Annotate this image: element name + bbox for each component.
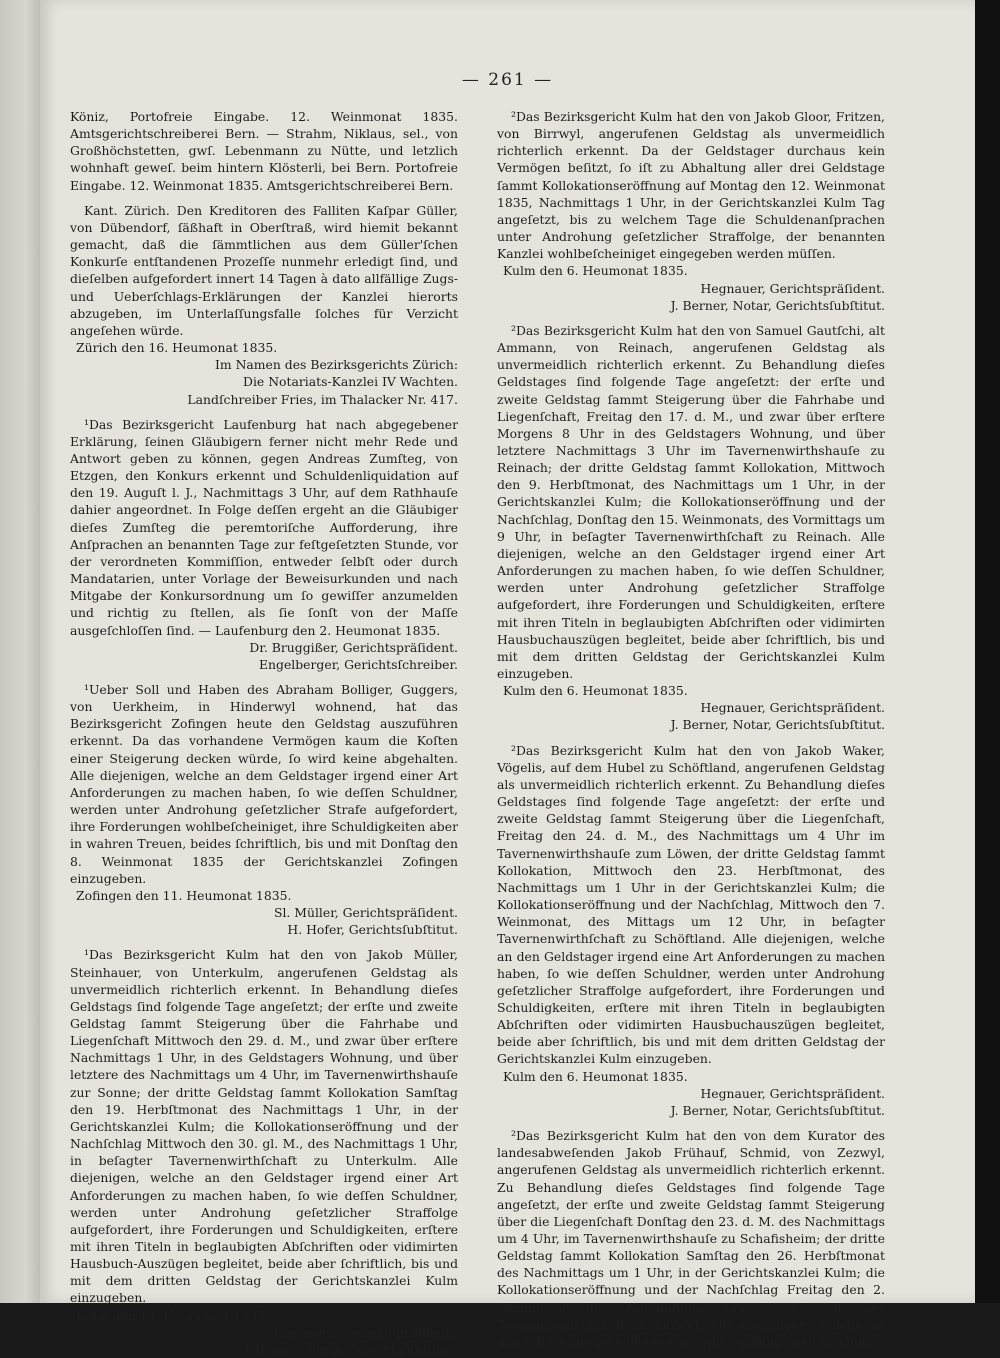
- left-column: [70, 108, 458, 1358]
- signature-line: Hegnauer, Gerichtspräſident.: [700, 1085, 885, 1101]
- place-date-line: Kulm den 6. Heumonat 1835.: [503, 683, 688, 699]
- signature-line: J. Berner, Notar, Gerichtsſubſtitut.: [670, 297, 885, 313]
- notice-paragraph: Köniz, Portofreie Eingabe. 12. Weinmonat 1835. Amtsgerichtschreiberei Bern. — Strahm, Niklaus, sel., von Großhöchstetten, gwſ. Lebenmann zu Nütte, und letzlich wohnhaft geweſ. beim hintern Klösterli, bei Bern. Portofreie Eingabe. 12. Weinmonat 1835. Amtsgerichtschreiberei Bern.: [70, 109, 458, 193]
- notice-paragraph: ²Das Bezirksgericht Kulm hat den von dem Kurator des landesabweſenden Jakob Frühauf, Schmid, von Zezwyl, angerufenen Geldstag als unvermeidlich richterlich erkennt. Zu Behandlung dieſes Geldstages ſind folgende Tage angeſetzt, der erſte und zweite Geldstag ſammt Steigerung über die Liegenſchaft Donſtag den 23. d. M. des Nachmittags um 4 Uhr, im Tavernenwirthshauſe zu Schafisheim; der dritte Geldstag ſammt Kollokation Samſtag den 26. Herbſtmonat des Nachmittags um 1 Uhr, in der Gerichtskanzlei Kulm; die Kollokationseröffnung und der Nachſchlag Freitag den 2. Weinmonat des Nachmittags um 1 Uhr in der Tavernenwirthſchaft zu Zezwyl. Alle diejenigen, welche an den Geldstager irgend einer Art Anforderungen zu machen: [497, 1128, 885, 1349]
- signature-line: J. Berner, Notar, Gerichtsſubſtitut.: [243, 1341, 458, 1357]
- signature-line: Engelberger, Gerichtsſchreiber.: [258, 656, 458, 672]
- paragraph-gap: [497, 314, 885, 322]
- notice-paragraph: ²Das Bezirksgericht Kulm hat den von Samuel Gautſchi, alt Ammann, von Reinach, angerufenen Geldstag als unvermeidlich richterlich erkennt. Zu Behandlung dieſes Geldstages ſind folgende Tage angeſetzt: der erſte und zweite Geldstag ſammt Steigerung über die Fahrhabe und Liegenſchaft, Freitag den 17. d. M., und zwar über erſtere Morgens 8 Uhr in des Geldstagers Wohnung, und über letztere Nachmittags 3 Uhr im Tavernenwirthshauſe zu Reinach; der dritte Geldstag ſammt Kollokation, Mittwoch den 9. Herbſtmonat, des Nachmittags um 1 Uhr, in der Gerichtskanzlei Kulm; die Kollokationseröffnung und der Nachſchlag, Donſtag den 15. Weinmonats, des Vormittags um 9 Uhr, in beſagter Tavernenwirthſchaft zu Reinach. Alle diejenigen, welche an den Geldstager irgend einer Art Anforderungen zu machen haben, ſo wie deſſen Schuldner, werden unter Androhung geſetzlicher Straffolge aufgefordert, ihre Forderungen und Schuldigkeiten, erſtere mit ihren Titeln in beglaubigten Abſchriften oder vidimirten Hausbuchauszügen begleitet, beide aber ſchriftlich, bis und mit dem dritten Geldstag der Gerichtskanzlei Kulm einzugeben.: [497, 322, 885, 681]
- signature-line: Die Notariats-Kanzlei IV Wachten.: [243, 374, 458, 390]
- scan-binding-edge: [0, 0, 42, 1303]
- signature-line: Hegnauer, Gerichtspräſident.: [700, 280, 885, 296]
- paragraph-gap: [70, 194, 458, 202]
- notice-paragraph: Kant. Zürich. Den Kreditoren des Falliten Kaſpar Güller, von Dübendorf, ſäßhaft in Oberſtraß, wird hiemit bekannt gemacht, daß die ſämmtlichen aus dem Güller'ſchen Konkurſe entſtandenen Prozeſſe nunmehr erledigt ſind, und dieſelben aufgefordert innert 14 Tagen à dato allfällige Zugs- und Ueberſchlags-Erklärungen der Kanzlei hierorts abzugeben, im Unterlaſſungsfalle ſolches für Verzicht angeſehen würde.: [70, 202, 458, 338]
- paragraph-gap: [70, 673, 458, 681]
- signature-line: Im Namen des Bezirksgerichts Zürich:: [214, 357, 458, 373]
- place-date-line: Kulm den 13. Heumonat 1835.: [76, 1307, 269, 1323]
- paragraph-gap: [497, 1119, 885, 1127]
- signature-line: Hegnauer, Gerichtspräſident.: [273, 1324, 458, 1340]
- notice-paragraph: ²Das Bezirksgericht Kulm hat den von Jakob Gloor, Fritzen, von Birrwyl, angerufenen Geldstag als unvermeidlich richterlich erkennt. Da der Geldstager durchaus kein Vermögen beſitzt, ſo iſt zu Abhaltung aller drei Geldstage ſammt Kollokationseröffnung auf Montag den 12. Weinmonat 1835, Nachmittags 1 Uhr, in der Gerichtskanzlei Kulm Tag angeſetzt, bis zu welchem Tage die Schuldenanſprachen unter Androhung geſetzlicher Straffolge, der benannten Kanzlei wohlbeſcheiniget eingegeben werden müſſen.: [497, 109, 885, 262]
- page-number: — 261 —: [461, 70, 554, 90]
- signature-line: Sl. Müller, Gerichtspräſident.: [273, 905, 458, 921]
- place-date-line: Zofingen den 11. Heumonat 1835.: [76, 887, 292, 903]
- place-date-line: Kulm den 6. Heumonat 1835.: [503, 1068, 688, 1084]
- signature-line: J. Berner, Notar, Gerichtsſubſtitut.: [670, 1102, 885, 1118]
- notice-paragraph: ¹Das Bezirksgericht Kulm hat den von Jakob Müller, Steinhauer, von Unterkulm, angerufenen Geldstag als unvermeidlich richterlich erkennt. In Behandlung dieſes Geldstags ſind folgende Tage angeſetzt; der erſte und zweite Geldstag ſammt Steigerung über die Fahrhabe und Liegenſchaft Mittwoch den 29. d. M., und zwar über erſtere Nachmittags 1 Uhr, in des Geldstagers Wohnung, und über letztere des Nachmittags um 4 Uhr, im Tavernenwirthshauſe zur Sonne; der dritte Geldstag ſammt Kollokation Samſtag den 19. Herbſtmonat des Nachmittags 1 Uhr, in der Gerichtskanzlei Kulm; die Kollokationseröffnung und der Nachſchlag Mittwoch den 30. gl. M., des Nachmittags 1 Uhr, in beſagter Tavernenwirthſchaft zu Unterkulm. Alle diejenigen, welche an den Geldstager irgend einer Art Anforderungen zu machen haben, ſo wie deſſen Schuldner, werden unter Androhung geſetzlicher Straffolge aufgefordert, ihre Forderungen und Schuldigkeiten, erſtere mit ihren Titeln in beglaubigten Abſchriften oder vidimirten Hausbuch-Auszügen begleitet, beide aber ſchriftlich, bis und mit dem dritten Geldstag der Gerichtskanzlei Kulm einzugeben.: [70, 947, 458, 1306]
- place-date-line: Kulm den 6. Heumonat 1835.: [503, 263, 688, 279]
- paragraph-gap: [70, 408, 458, 416]
- notice-paragraph: ¹Ueber Soll und Haben des Abraham Bolliger, Guggers, von Uerkheim, in Hinderwyl wohnend, hat das Bezirksgericht Zofingen heute den Geldstag auszuführen erkennt. Da das vorhandene Vermögen kaum die Koſten einer Steigerung decken würde, ſo wird keine abgehalten. Alle diejenigen, welche an dem Geldstager irgend einer Art Anforderungen zu machen haben, ſo wie deſſen Schuldner, werden unter Androhung geſetzlicher Strafe aufgefordert, ihre Forderungen wohlbeſcheiniget, ihre Schuldigkeiten aber in wahren Treuen, beides ſchriftlich, bis und mit Donſtag den 8. Weinmonat 1835 der Gerichtskanzlei Zofingen einzugeben.: [70, 682, 458, 886]
- signature-line: J. Berner, Notar, Gerichtsſubſtitut.: [670, 717, 885, 733]
- notice-paragraph: ²Das Bezirksgericht Kulm hat den von Jakob Waker, Vögelis, auf dem Hubel zu Schöftland, angerufenen Geldstag als unvermeidlich richterlich erkennt. Zu Behandlung dieſes Geldstages ſind folgende Tage angeſetzt: der erſte und zweite Geldstag ſammt Steigerung über die Liegenſchaft, Freitag den 24. d. M., des Nachmittags um 4 Uhr im Tavernenwirthshauſe zum Löwen, der dritte Geldstag ſammt Kollokation, Mittwoch den 23. Herbſtmonat, des Nachmittags um 1 Uhr in der Gerichtskanzlei Kulm; die Kollokationseröffnung und der Nachſchlag, Mittwoch den 7. Weinmonat, des Mittags um 12 Uhr, in beſagter Tavernenwirthſchaft zu Schöftland. Alle diejenigen, welche an den Geldstager irgend eine Art Anforderungen zu machen haben, ſo wie deſſen Schuldner, werden unter Androhung geſetzlicher Straffolge aufgefordert, ihre Forderungen und Schuldigkeiten, erſtere mit ihren Titeln in beglaubigten Abſchriften oder vidimirten Hausbuchauszügen begleitet, beide aber ſchriftlich, bis und mit dem dritten Geldstag der Gerichtskanzlei Kulm einzugeben.: [497, 742, 885, 1067]
- paragraph-gap: [70, 938, 458, 946]
- signature-line: Hegnauer, Gerichtspräſident.: [700, 700, 885, 716]
- place-date-line: Zürich den 16. Heumonat 1835.: [76, 340, 278, 356]
- notice-paragraph: ¹Das Bezirksgericht Laufenburg hat nach abgegebener Erklärung, ſeinen Gläubigern ferner nicht mehr Rede und Antwort geben zu können, gegen Andreas Zumſteg, von Etzgen, den Konkurs erkennt und Schuldenliquidation auf den 19. Auguſt l. J., Nachmittags 3 Uhr, auf dem Rathhauſe dahier angeordnet. In Folge deſſen ergeht an die Gläubiger dieſes Zumſteg die peremtoriſche Aufforderung, ihre Anſprachen an benannten Tage zur feſtgeſetzten Stunde, vor der verordneten Kommiſſion, entweder ſelbſt oder durch Mandatarien, unter Vorlage der Beweisurkunden und nach Mitgabe der Konkursordnung um ſo gewiſſer anzumelden und richtig zu ſtellen, als ſie ſonſt von der Maſſe ausgeſchloſſen ſind. — Laufenburg den 2. Heumonat 1835.: [70, 416, 458, 638]
- signature-line: Landſchreiber Fries, im Thalacker Nr. 417.: [187, 391, 458, 407]
- paragraph-gap: [497, 734, 885, 742]
- scan-dark-margin: [975, 0, 1000, 1303]
- right-column: [497, 108, 885, 1350]
- signature-line: H. Hofer, Gerichtsſubſtitut.: [287, 922, 458, 938]
- signature-line: Dr. Bruggißer, Gerichtspräſident.: [249, 639, 458, 655]
